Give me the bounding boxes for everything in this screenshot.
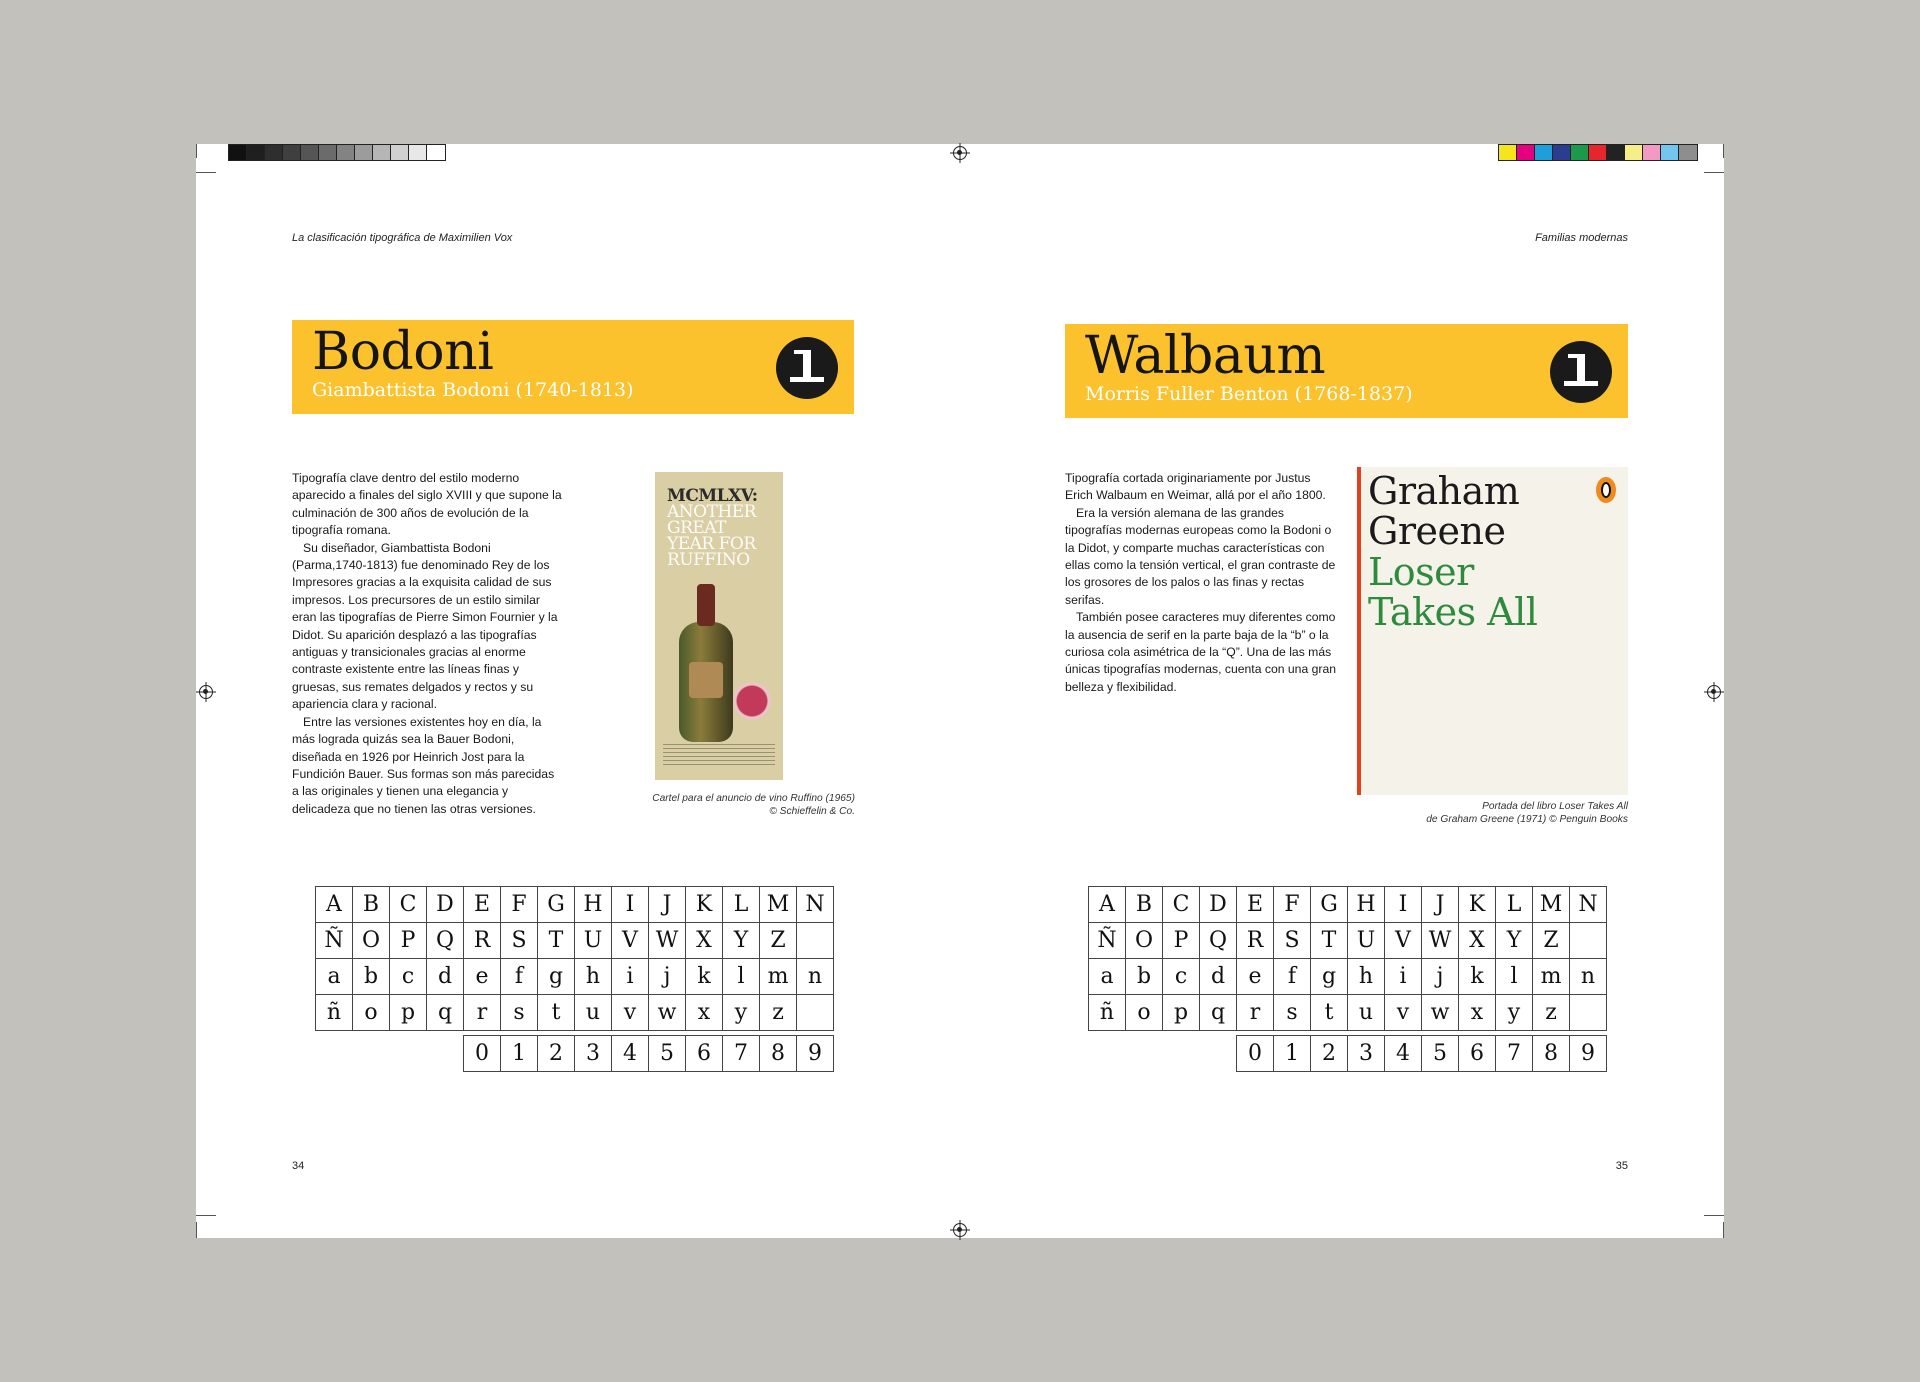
glyph-cell: j [649, 959, 686, 995]
glyph-cell: K [686, 887, 723, 923]
glyph-cell: k [1459, 959, 1496, 995]
glyph-cell: V [612, 923, 649, 959]
digit-cell: 8 [1533, 1036, 1570, 1072]
color-swatch [283, 145, 301, 160]
glyph-cell: L [723, 887, 760, 923]
glyph-cell [1570, 923, 1607, 959]
digit-cell: 4 [612, 1036, 649, 1072]
typeface-title: Bodoni [312, 322, 494, 382]
glyph-cell: D [1200, 887, 1237, 923]
digit-cell: 4 [1385, 1036, 1422, 1072]
glyph-cell: B [1126, 887, 1163, 923]
glyph-cell: E [464, 887, 501, 923]
glyph-cell: L [1496, 887, 1533, 923]
glyph-cell: w [649, 995, 686, 1031]
glyph-cell: J [1422, 887, 1459, 923]
color-swatch [1679, 145, 1697, 160]
digit-grid-bodoni [463, 1035, 834, 1072]
penguin-logo-icon [1596, 477, 1616, 503]
color-swatch [247, 145, 265, 160]
glyph-cell: A [316, 887, 353, 923]
crop-mark [196, 1215, 216, 1216]
glyph-cell: e [1237, 959, 1274, 995]
glyph-cell: C [1163, 887, 1200, 923]
glyph-cell: X [686, 923, 723, 959]
glyph-cell: t [538, 995, 575, 1031]
caption-left [560, 793, 855, 818]
body-text-right [1065, 470, 1337, 696]
digit-cell: 9 [1570, 1036, 1607, 1072]
digit-cell: 3 [575, 1036, 612, 1072]
title-band-walbaum [1065, 324, 1628, 418]
glyph-cell: e [464, 959, 501, 995]
glyph-cell: Z [1533, 923, 1570, 959]
color-swatch [229, 145, 247, 160]
glyph-cell: M [1533, 887, 1570, 923]
glyph-cell: Y [1496, 923, 1533, 959]
glyph-cell: U [1348, 923, 1385, 959]
glyph-cell: n [797, 959, 834, 995]
color-swatch [409, 145, 427, 160]
glyph-cell: x [686, 995, 723, 1031]
poster-line: GREAT [667, 518, 726, 538]
paragraph: Tipografía cortada originariamente por Justus Erich Walbaum en Weimar, allá por el año 1800. [1065, 471, 1326, 503]
glyph-cell: T [1311, 923, 1348, 959]
glyph-cell: r [1237, 995, 1274, 1031]
glyph-cell: z [760, 995, 797, 1031]
digit-cell: 0 [1237, 1036, 1274, 1072]
cover-line: Takes All [1368, 590, 1538, 634]
glyph-cell: P [390, 923, 427, 959]
glyph-cell: b [1126, 959, 1163, 995]
glyph-grid-bodoni [315, 886, 834, 1031]
color-swatch [427, 145, 445, 160]
poster-line: RUFFINO [667, 550, 750, 570]
caption-line: © Schieffelin & Co. [769, 805, 855, 817]
color-swatch [355, 145, 373, 160]
cover-line: Loser [1368, 550, 1474, 594]
glyph-cell: a [1089, 959, 1126, 995]
glyph-cell: f [501, 959, 538, 995]
glyph-cell: p [390, 995, 427, 1031]
color-swatch [1571, 145, 1589, 160]
digit-cell: 9 [797, 1036, 834, 1072]
glyph-cell: q [1200, 995, 1237, 1031]
color-swatch [319, 145, 337, 160]
glyph-cell: U [575, 923, 612, 959]
digit-cell: 7 [723, 1036, 760, 1072]
glyph-cell: F [501, 887, 538, 923]
glyph-cell: s [501, 995, 538, 1031]
glyph-cell: t [1311, 995, 1348, 1031]
glyph-cell: D [427, 887, 464, 923]
glyph-cell: u [575, 995, 612, 1031]
glyph-cell: c [390, 959, 427, 995]
glyph-cell: i [612, 959, 649, 995]
glyph-cell [1570, 995, 1607, 1031]
poster-line: MCMLXV: [667, 486, 758, 506]
glyph-cell: Q [1200, 923, 1237, 959]
digit-cell: 7 [1496, 1036, 1533, 1072]
glyph-cell: y [1496, 995, 1533, 1031]
digit-cell: 3 [1348, 1036, 1385, 1072]
process-color-bar [1498, 144, 1698, 161]
modern-serif-icon [1550, 341, 1612, 403]
glyph-cell: r [464, 995, 501, 1031]
glyph-cell: Ñ [1089, 923, 1126, 959]
color-swatch [373, 145, 391, 160]
glyph-cell: j [1422, 959, 1459, 995]
glyph-cell: P [1163, 923, 1200, 959]
ruffino-poster-image [655, 472, 783, 780]
glyph-cell: a [316, 959, 353, 995]
color-swatch [1535, 145, 1553, 160]
color-swatch [1589, 145, 1607, 160]
glyph-cell: W [649, 923, 686, 959]
cover-line: Greene [1368, 509, 1506, 553]
color-swatch [301, 145, 319, 160]
caption-right [1330, 801, 1628, 826]
color-swatch [1499, 145, 1517, 160]
cover-stripe [1357, 467, 1361, 795]
crop-mark [196, 1222, 197, 1238]
glyph-cell: V [1385, 923, 1422, 959]
glyph-cell: ñ [316, 995, 353, 1031]
digit-cell: 2 [538, 1036, 575, 1072]
color-swatch [1553, 145, 1571, 160]
registration-mark [953, 1223, 967, 1237]
glyph-cell: g [1311, 959, 1348, 995]
glyph-cell: J [649, 887, 686, 923]
digit-cell: 5 [649, 1036, 686, 1072]
glyph-grid-walbaum [1088, 886, 1607, 1031]
glyph-cell: X [1459, 923, 1496, 959]
glyph-cell: O [1126, 923, 1163, 959]
glyph-cell: u [1348, 995, 1385, 1031]
glyph-cell: O [353, 923, 390, 959]
digit-cell: 6 [686, 1036, 723, 1072]
glyph-cell: b [353, 959, 390, 995]
glyph-cell: o [1126, 995, 1163, 1031]
poster-line: ANOTHER [667, 502, 756, 522]
glyph-cell: Ñ [316, 923, 353, 959]
glyph-cell: ñ [1089, 995, 1126, 1031]
glyph-cell: f [1274, 959, 1311, 995]
crop-mark [1704, 172, 1724, 173]
glyph-cell [797, 995, 834, 1031]
digit-cell: 8 [760, 1036, 797, 1072]
crop-mark [196, 144, 197, 158]
paragraph: Su diseñador, Giambattista Bodoni (Parma,1740-1813) fue denominado Rey de los Impresores gracias a la exquisita calidad de sus impresos. Los precursores de un estilo similar eran las tipografías de Pierre Simon Fournier y la Didot. Su aparición desplazó a las tipografías antiguas y transicionales gracias al enorme contraste existente entre las líneas finas y gruesas, sus remates delgados y rectos y su apariencia clara y racional. [292, 540, 558, 712]
registration-mark [199, 685, 213, 699]
glyph-cell: W [1422, 923, 1459, 959]
color-swatch [265, 145, 283, 160]
glyph-cell: q [427, 995, 464, 1031]
glyph-cell: Z [760, 923, 797, 959]
poster-fine-print [663, 744, 775, 766]
glyph-cell: H [575, 887, 612, 923]
book-cover-image [1357, 467, 1628, 795]
glyph-cell: v [1385, 995, 1422, 1031]
caption-line: Portada del libro Loser Takes All [1482, 801, 1628, 812]
digit-cell: 2 [1311, 1036, 1348, 1072]
glyph-cell: F [1274, 887, 1311, 923]
glyph-cell: K [1459, 887, 1496, 923]
modern-serif-icon [776, 337, 838, 399]
glyph-cell: m [760, 959, 797, 995]
glyph-cell: I [612, 887, 649, 923]
glyph-cell: l [1496, 959, 1533, 995]
glyph-cell: G [1311, 887, 1348, 923]
glyph-cell: h [1348, 959, 1385, 995]
registration-mark [953, 146, 967, 160]
caption-line: de Graham Greene (1971) © Penguin Books [1426, 813, 1628, 825]
glyph-cell: S [1274, 923, 1311, 959]
caption-line: Cartel para el anuncio de vino Ruffino (1965) [652, 793, 855, 804]
paragraph: Tipografía clave dentro del estilo moderno aparecido a finales del siglo XVIII y que supone la culminación de 300 años de evolución de la tipografía romana. [292, 471, 562, 538]
glyph-cell: i [1385, 959, 1422, 995]
cover-line: Graham [1368, 469, 1520, 513]
paragraph: Entre las versiones existentes hoy en día, la más lograda quizás sea la Bauer Bodoni, diseñada en 1926 por Heinrich Jost para la Fundición Bauer. Sus formas son más parecidas a las originales y tienen una elegancia y delicadeza que no tienen las otras versiones. [292, 714, 555, 816]
glyph-cell [797, 923, 834, 959]
glyph-cell: N [797, 887, 834, 923]
glyph-cell: C [390, 887, 427, 923]
running-head-left: La clasificación tipográfica de Maximilien Vox [292, 232, 513, 244]
glyph-cell: c [1163, 959, 1200, 995]
paragraph: También posee caracteres muy diferentes como la ausencia de serif en la parte baja de la “b” o la curiosa cola asimétrica de la “Q”. Una de las más únicas tipografías modernas, cuenta con una gran belleza y flexibilidad. [1065, 610, 1337, 694]
color-swatch [1625, 145, 1643, 160]
running-head-right: Familias modernas [1535, 232, 1628, 244]
color-swatch [1607, 145, 1625, 160]
glyph-cell: E [1237, 887, 1274, 923]
wine-bottle-illustration [679, 622, 733, 742]
glyph-cell: m [1533, 959, 1570, 995]
glyph-cell: d [427, 959, 464, 995]
glyph-cell: k [686, 959, 723, 995]
digit-cell: 1 [1274, 1036, 1311, 1072]
color-swatch [1661, 145, 1679, 160]
glyph-cell: I [1385, 887, 1422, 923]
glyph-cell: M [760, 887, 797, 923]
paragraph: Era la versión alemana de las grandes tipografías modernas europeas como la Bodoni o la Didot, y comparte muchas características con ellas como la tensión vertical, el gran contraste de los grosores de los palos o las finas y rectas serifas. [1065, 505, 1336, 607]
color-swatch [1517, 145, 1535, 160]
glyph-cell: A [1089, 887, 1126, 923]
glyph-cell: R [464, 923, 501, 959]
glyph-cell: p [1163, 995, 1200, 1031]
page-number-right: 35 [1615, 1160, 1628, 1172]
glyph-cell: Y [723, 923, 760, 959]
glyph-cell: S [501, 923, 538, 959]
glyph-cell: N [1570, 887, 1607, 923]
glyph-cell: G [538, 887, 575, 923]
crop-mark [1704, 1215, 1724, 1216]
glyph-cell: R [1237, 923, 1274, 959]
digit-cell: 6 [1459, 1036, 1496, 1072]
glyph-cell: h [575, 959, 612, 995]
crop-mark [1723, 144, 1724, 158]
grayscale-color-bar [228, 144, 446, 161]
color-swatch [337, 145, 355, 160]
glyph-cell: z [1533, 995, 1570, 1031]
glyph-cell: B [353, 887, 390, 923]
typeface-title: Walbaum [1085, 326, 1326, 386]
glyph-cell: o [353, 995, 390, 1031]
color-swatch [391, 145, 409, 160]
glyph-cell: T [538, 923, 575, 959]
glyph-cell: y [723, 995, 760, 1031]
glyph-cell: v [612, 995, 649, 1031]
poster-line: YEAR FOR [667, 534, 756, 554]
glyph-cell: w [1422, 995, 1459, 1031]
digit-grid-walbaum [1236, 1035, 1607, 1072]
digit-cell: 5 [1422, 1036, 1459, 1072]
glyph-cell: Q [427, 923, 464, 959]
color-swatch [1643, 145, 1661, 160]
crop-mark [1723, 1222, 1724, 1238]
glyph-cell: d [1200, 959, 1237, 995]
digit-cell: 1 [501, 1036, 538, 1072]
glyph-cell: g [538, 959, 575, 995]
glyph-cell: s [1274, 995, 1311, 1031]
wine-glass-illustration [733, 682, 771, 720]
page-number-left: 34 [292, 1160, 305, 1172]
glyph-cell: H [1348, 887, 1385, 923]
crop-mark [196, 172, 216, 173]
glyph-cell: l [723, 959, 760, 995]
body-text-left [292, 470, 564, 818]
title-band-bodoni [292, 320, 854, 414]
glyph-cell: n [1570, 959, 1607, 995]
typeface-designer: Giambattista Bodoni (1740-1813) [312, 379, 634, 401]
typeface-designer: Morris Fuller Benton (1768-1837) [1085, 383, 1413, 405]
glyph-cell: x [1459, 995, 1496, 1031]
digit-cell: 0 [464, 1036, 501, 1072]
registration-mark [1707, 685, 1721, 699]
